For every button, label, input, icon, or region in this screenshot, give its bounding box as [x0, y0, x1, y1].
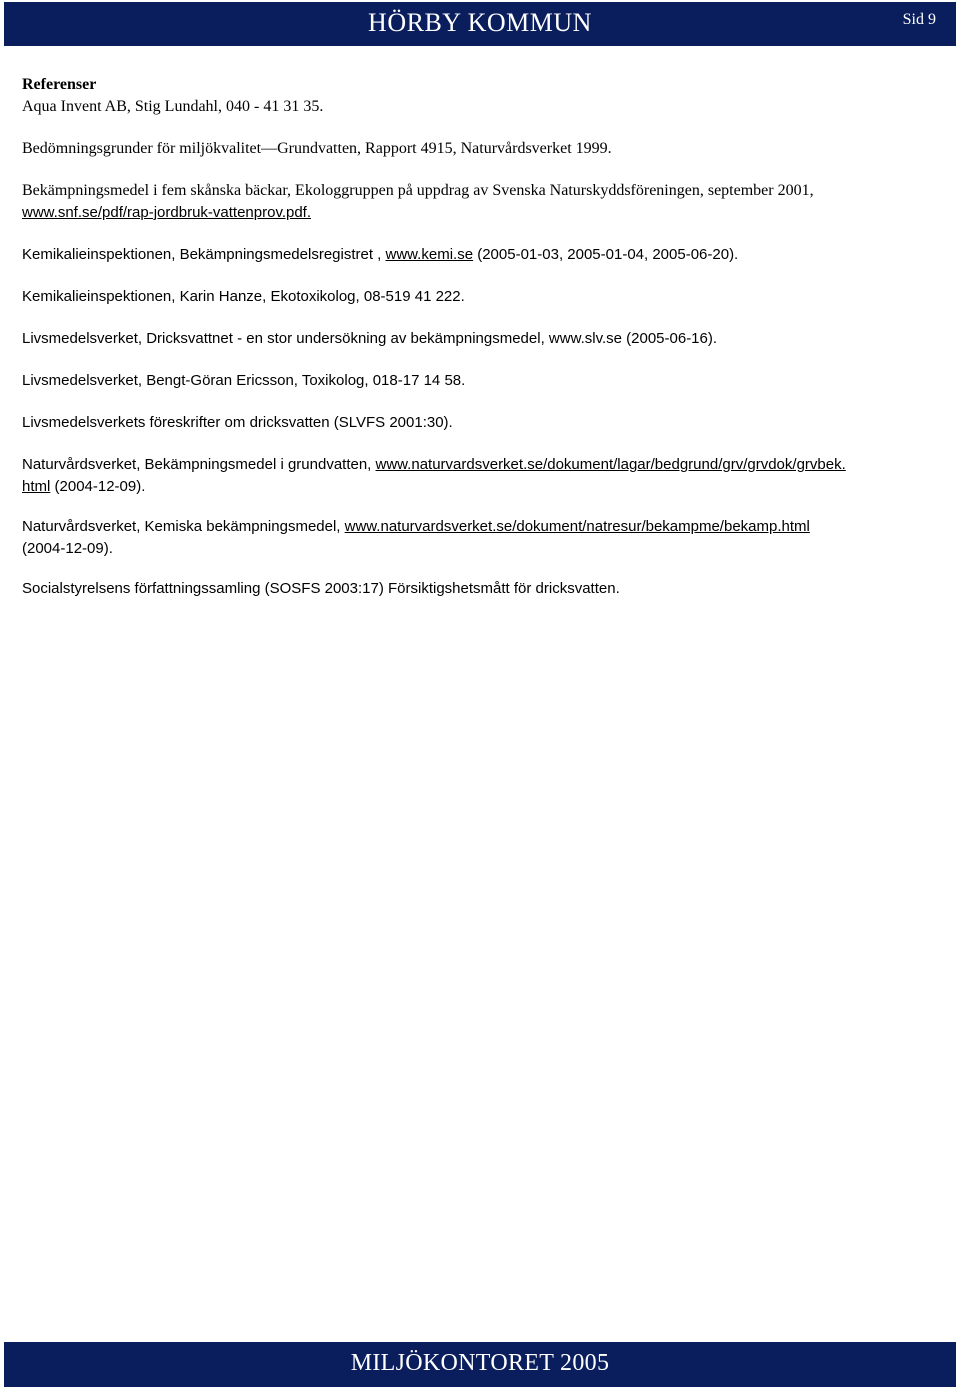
- reference-aqua-invent: Aqua Invent AB, Stig Lundahl, 040 - 41 31 35.: [22, 98, 324, 115]
- header-title: HÖRBY KOMMUN: [368, 8, 592, 37]
- naturvardsverket-bekamp-link[interactable]: www.naturvardsverket.se/dokument/natresur/bekampme/bekamp.html: [344, 518, 810, 535]
- reference-kemi-hanze: Kemikalieinspektionen, Karin Hanze, Ekotoxikolog, 08-519 41 222.: [22, 288, 465, 305]
- reference-sosfs: Socialstyrelsens författningssamling (SOSFS 2003:17) Försiktigshetsmått för dricksvatten.: [22, 580, 620, 597]
- reference-date: (2005-01-03, 2005-01-04, 2005-06-20).: [473, 246, 739, 263]
- page-header: [4, 2, 956, 46]
- reference-slv-ericsson: Livsmedelsverket, Bengt-Göran Ericsson, Toxikolog, 018-17 14 58.: [22, 372, 466, 389]
- reference-bedomningsgrunder: Bedömningsgrunder för miljökvalitet—Grundvatten, Rapport 4915, Naturvårdsverket 1999.: [22, 140, 612, 157]
- reference-kemi-register: [22, 244, 942, 266]
- page-number: Sid 9: [902, 11, 936, 28]
- naturvardsverket-grv-link-end[interactable]: html: [22, 478, 51, 495]
- references-section: [22, 74, 942, 620]
- reference-text: Naturvårdsverket, Bekämpningsmedel i grundvatten,: [22, 456, 376, 473]
- reference-text: Kemikalieinspektionen, Bekämpningsmedelsregistret ,: [22, 246, 386, 263]
- references-heading: Referenser: [22, 76, 97, 93]
- reference-slvfs: Livsmedelsverkets föreskrifter om dricksvatten (SLVFS 2001:30).: [22, 414, 453, 431]
- reference-naturvardsverket-kemiska: [22, 516, 942, 560]
- snf-link[interactable]: www.snf.se/pdf/rap-jordbruk-vattenprov.pdf.: [22, 204, 312, 221]
- reference-date: (2004-12-09).: [22, 540, 113, 557]
- reference-naturvardsverket-grundvatten: [22, 454, 942, 498]
- page-footer: [4, 1342, 956, 1387]
- kemi-link[interactable]: www.kemi.se: [385, 246, 474, 263]
- footer-text: MILJÖKONTORET 2005: [350, 1350, 610, 1376]
- reference-slv-dricksvattnet: Livsmedelsverket, Dricksvattnet - en stor undersökning av bekämpningsmedel, www.slv.se (2005-06-16).: [22, 330, 718, 347]
- reference-date: (2004-12-09).: [50, 478, 146, 495]
- reference-text: Naturvårdsverket, Kemiska bekämpningsmedel,: [22, 518, 345, 535]
- naturvardsverket-grv-link[interactable]: www.naturvardsverket.se/dokument/lagar/bedgrund/grv/grvdok/grvbek.: [375, 456, 846, 473]
- reference-text: Bekämpningsmedel i fem skånska bäckar, Ekologgruppen på uppdrag av Svenska Naturskyddsföreningen, september 2001,: [22, 182, 814, 199]
- reference-bekampningsmedel-skanska: [22, 180, 942, 224]
